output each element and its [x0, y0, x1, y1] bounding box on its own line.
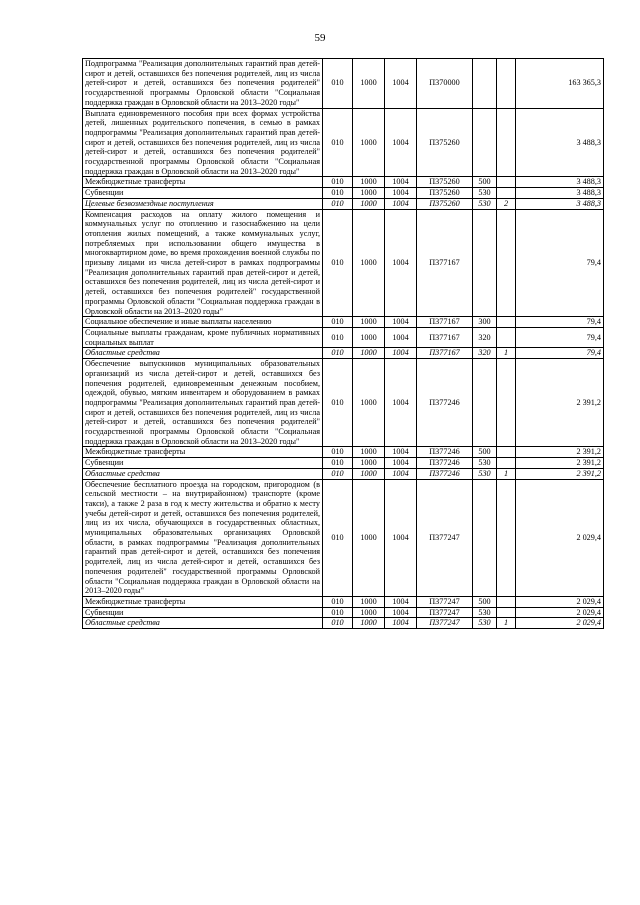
- expense-type-cell: 530: [473, 618, 497, 629]
- table-row: [83, 317, 604, 328]
- amount-cell: 2 391,2: [516, 359, 604, 447]
- expense-name-cell: Обеспечение бесплатного проезда на городском, пригородном (в сельской местности – на внутрирайонном) транспорте (кроме такси), а также 2 раза в год к месту жительства и обратно к месту учебы детей-сирот и детей, оставшихся без попечения родителей, лиц из их числа, обучающихся в государственных областных, муниципальных образовательных организациях Орловской области, в рамках подпрограммы "Реализация дополнительных гарантий прав детей-сирот и детей, оставшихся без попечения родителей, лиц из числа детей-сирот и детей, оставшихся без попечения родителей" государственной программы Орловской области "Социальная поддержка граждан в Орловской области на 2013–2020 годы": [83, 479, 323, 596]
- funding-source-cell: [497, 177, 516, 188]
- ministry-code-cell: 010: [323, 209, 353, 317]
- amount-cell: 2 029,4: [516, 618, 604, 629]
- amount-cell: 2 391,2: [516, 447, 604, 458]
- table-row: [83, 177, 604, 188]
- amount-cell: 79,4: [516, 348, 604, 359]
- ministry-code-cell: 010: [323, 177, 353, 188]
- target-article-cell: П377167: [417, 348, 473, 359]
- table-row: [83, 108, 604, 177]
- expense-name-cell: Выплата единовременного пособия при всех формах устройства детей, лишенных родительского попечения, в семью в рамках подпрограммы "Реализация дополнительных гарантий прав детей-сирот и детей, оставшихся без попечения родителей, лиц из числа детей-сирот и детей, оставшихся без попечения родителей" государственной программы Орловской области "Социальная поддержка граждан в Орловской области на 2013–2020 годы": [83, 108, 323, 177]
- subsection-code-cell: 1004: [385, 177, 417, 188]
- amount-cell: 2 391,2: [516, 458, 604, 469]
- section-code-cell: 1000: [353, 359, 385, 447]
- amount-cell: 2 029,4: [516, 596, 604, 607]
- section-code-cell: 1000: [353, 607, 385, 618]
- target-article-cell: П375260: [417, 188, 473, 199]
- funding-source-cell: 1: [497, 348, 516, 359]
- funding-source-cell: [497, 359, 516, 447]
- amount-cell: 2 029,4: [516, 479, 604, 596]
- ministry-code-cell: 010: [323, 198, 353, 209]
- section-code-cell: 1000: [353, 447, 385, 458]
- funding-source-cell: [497, 108, 516, 177]
- table-row: [83, 468, 604, 479]
- table-row: [83, 59, 604, 109]
- ministry-code-cell: 010: [323, 108, 353, 177]
- amount-cell: 3 488,3: [516, 188, 604, 199]
- table-row: [83, 447, 604, 458]
- ministry-code-cell: 010: [323, 447, 353, 458]
- target-article-cell: П377167: [417, 317, 473, 328]
- ministry-code-cell: 010: [323, 458, 353, 469]
- funding-source-cell: 1: [497, 618, 516, 629]
- funding-source-cell: [497, 607, 516, 618]
- ministry-code-cell: 010: [323, 317, 353, 328]
- expense-name-cell: Обеспечение выпускников муниципальных образовательных организаций из числа детей-сирот и детей, оставшихся без попечения родителей, единовременным денежным пособием, одеждой, обувью, мягким инвентарем и оборудованием в рамках подпрограммы "Реализация дополнительных гарантий прав детей-сирот и детей, оставшихся без попечения родителей, лиц из числа детей-сирот и детей, оставшихся без попечения родителей" государственной программы Орловской области "Социальная поддержка граждан в Орловской области на 2013–2020 годы": [83, 359, 323, 447]
- budget-table: [82, 58, 604, 629]
- expense-name-cell: Подпрограмма "Реализация дополнительных гарантий прав детей-сирот и детей, оставшихся без попечения родителей, лиц из числа детей-сирот и детей, оставшихся без попечения родителей" государственной программы Орловской области "Социальная поддержка граждан в Орловской области на 2013–2020 годы": [83, 59, 323, 109]
- target-article-cell: П377167: [417, 327, 473, 347]
- target-article-cell: П377246: [417, 447, 473, 458]
- funding-source-cell: [497, 596, 516, 607]
- subsection-code-cell: 1004: [385, 458, 417, 469]
- amount-cell: 2 029,4: [516, 607, 604, 618]
- expense-type-cell: 320: [473, 327, 497, 347]
- target-article-cell: П377167: [417, 209, 473, 317]
- amount-cell: 3 488,3: [516, 177, 604, 188]
- amount-cell: 3 488,3: [516, 108, 604, 177]
- expense-name-cell: Социальное обеспечение и иные выплаты населению: [83, 317, 323, 328]
- amount-cell: 79,4: [516, 209, 604, 317]
- section-code-cell: 1000: [353, 317, 385, 328]
- target-article-cell: П377246: [417, 458, 473, 469]
- expense-type-cell: [473, 59, 497, 109]
- ministry-code-cell: 010: [323, 188, 353, 199]
- subsection-code-cell: 1004: [385, 198, 417, 209]
- section-code-cell: 1000: [353, 348, 385, 359]
- table-row: [83, 607, 604, 618]
- target-article-cell: П375260: [417, 198, 473, 209]
- expense-name-cell: Субвенции: [83, 188, 323, 199]
- target-article-cell: П377246: [417, 468, 473, 479]
- target-article-cell: П375260: [417, 108, 473, 177]
- subsection-code-cell: 1004: [385, 188, 417, 199]
- section-code-cell: 1000: [353, 59, 385, 109]
- target-article-cell: П377246: [417, 359, 473, 447]
- funding-source-cell: [497, 209, 516, 317]
- table-row: [83, 348, 604, 359]
- page-number: 59: [314, 32, 326, 44]
- ministry-code-cell: 010: [323, 479, 353, 596]
- expense-type-cell: [473, 479, 497, 596]
- expense-name-cell: Компенсация расходов на оплату жилого помещения и коммунальных услуг по отоплению и газоснабжению на цели отопления жилых помещений, а также коммунальных услуг, потребляемых при использовании общего имущества в многоквартирном доме, во время прохождения военной службы по призыву лицами из числа детей-сирот в рамках подпрограммы "Реализация дополнительных гарантий прав детей-сирот и детей, оставшихся без попечения родителей, лиц из числа детей-сирот и детей, оставшихся без попечения родителей" государственной программы Орловской области "Социальная поддержка граждан в Орловской области на 2013–2020 годы": [83, 209, 323, 317]
- expense-type-cell: 300: [473, 317, 497, 328]
- ministry-code-cell: 010: [323, 59, 353, 109]
- target-article-cell: П377247: [417, 479, 473, 596]
- subsection-code-cell: 1004: [385, 209, 417, 317]
- expense-type-cell: 530: [473, 198, 497, 209]
- amount-cell: 163 365,3: [516, 59, 604, 109]
- table-body: [83, 59, 604, 629]
- subsection-code-cell: 1004: [385, 359, 417, 447]
- funding-source-cell: 1: [497, 468, 516, 479]
- subsection-code-cell: 1004: [385, 468, 417, 479]
- expense-type-cell: [473, 359, 497, 447]
- table-row: [83, 618, 604, 629]
- amount-cell: 2 391,2: [516, 468, 604, 479]
- table-row: [83, 596, 604, 607]
- subsection-code-cell: 1004: [385, 607, 417, 618]
- expense-name-cell: Межбюджетные трансферты: [83, 447, 323, 458]
- expense-name-cell: Межбюджетные трансферты: [83, 177, 323, 188]
- expense-type-cell: 530: [473, 458, 497, 469]
- funding-source-cell: [497, 59, 516, 109]
- subsection-code-cell: 1004: [385, 317, 417, 328]
- ministry-code-cell: 010: [323, 607, 353, 618]
- expense-type-cell: [473, 209, 497, 317]
- funding-source-cell: [497, 188, 516, 199]
- expense-name-cell: Областные средства: [83, 618, 323, 629]
- expense-type-cell: 530: [473, 607, 497, 618]
- section-code-cell: 1000: [353, 468, 385, 479]
- expense-name-cell: Социальные выплаты гражданам, кроме публичных нормативных социальных выплат: [83, 327, 323, 347]
- ministry-code-cell: 010: [323, 327, 353, 347]
- funding-source-cell: [497, 458, 516, 469]
- ministry-code-cell: 010: [323, 359, 353, 447]
- funding-source-cell: [497, 327, 516, 347]
- expense-type-cell: 500: [473, 177, 497, 188]
- target-article-cell: П375260: [417, 177, 473, 188]
- table-row: [83, 479, 604, 596]
- table-row: [83, 327, 604, 347]
- table-row: [83, 198, 604, 209]
- expense-name-cell: Субвенции: [83, 607, 323, 618]
- expense-name-cell: Областные средства: [83, 348, 323, 359]
- ministry-code-cell: 010: [323, 468, 353, 479]
- subsection-code-cell: 1004: [385, 596, 417, 607]
- expense-type-cell: 500: [473, 596, 497, 607]
- subsection-code-cell: 1004: [385, 479, 417, 596]
- funding-source-cell: [497, 479, 516, 596]
- ministry-code-cell: 010: [323, 618, 353, 629]
- expense-name-cell: Целевые безвозмездные поступления: [83, 198, 323, 209]
- section-code-cell: 1000: [353, 177, 385, 188]
- section-code-cell: 1000: [353, 209, 385, 317]
- funding-source-cell: [497, 317, 516, 328]
- amount-cell: 79,4: [516, 317, 604, 328]
- expense-name-cell: Субвенции: [83, 458, 323, 469]
- subsection-code-cell: 1004: [385, 108, 417, 177]
- expense-name-cell: Областные средства: [83, 468, 323, 479]
- section-code-cell: 1000: [353, 596, 385, 607]
- ministry-code-cell: 010: [323, 596, 353, 607]
- amount-cell: 79,4: [516, 327, 604, 347]
- table-row: [83, 458, 604, 469]
- section-code-cell: 1000: [353, 188, 385, 199]
- section-code-cell: 1000: [353, 618, 385, 629]
- section-code-cell: 1000: [353, 108, 385, 177]
- expense-name-cell: Межбюджетные трансферты: [83, 596, 323, 607]
- subsection-code-cell: 1004: [385, 447, 417, 458]
- section-code-cell: 1000: [353, 479, 385, 596]
- expense-type-cell: [473, 108, 497, 177]
- ministry-code-cell: 010: [323, 348, 353, 359]
- subsection-code-cell: 1004: [385, 59, 417, 109]
- target-article-cell: П370000: [417, 59, 473, 109]
- section-code-cell: 1000: [353, 198, 385, 209]
- expense-type-cell: 500: [473, 447, 497, 458]
- expense-type-cell: 320: [473, 348, 497, 359]
- amount-cell: 3 488,3: [516, 198, 604, 209]
- table-row: [83, 188, 604, 199]
- section-code-cell: 1000: [353, 327, 385, 347]
- target-article-cell: П377247: [417, 618, 473, 629]
- table-row: [83, 359, 604, 447]
- subsection-code-cell: 1004: [385, 327, 417, 347]
- subsection-code-cell: 1004: [385, 348, 417, 359]
- expense-type-cell: 530: [473, 188, 497, 199]
- funding-source-cell: 2: [497, 198, 516, 209]
- section-code-cell: 1000: [353, 458, 385, 469]
- table-row: [83, 209, 604, 317]
- target-article-cell: П377247: [417, 607, 473, 618]
- expense-type-cell: 530: [473, 468, 497, 479]
- funding-source-cell: [497, 447, 516, 458]
- target-article-cell: П377247: [417, 596, 473, 607]
- subsection-code-cell: 1004: [385, 618, 417, 629]
